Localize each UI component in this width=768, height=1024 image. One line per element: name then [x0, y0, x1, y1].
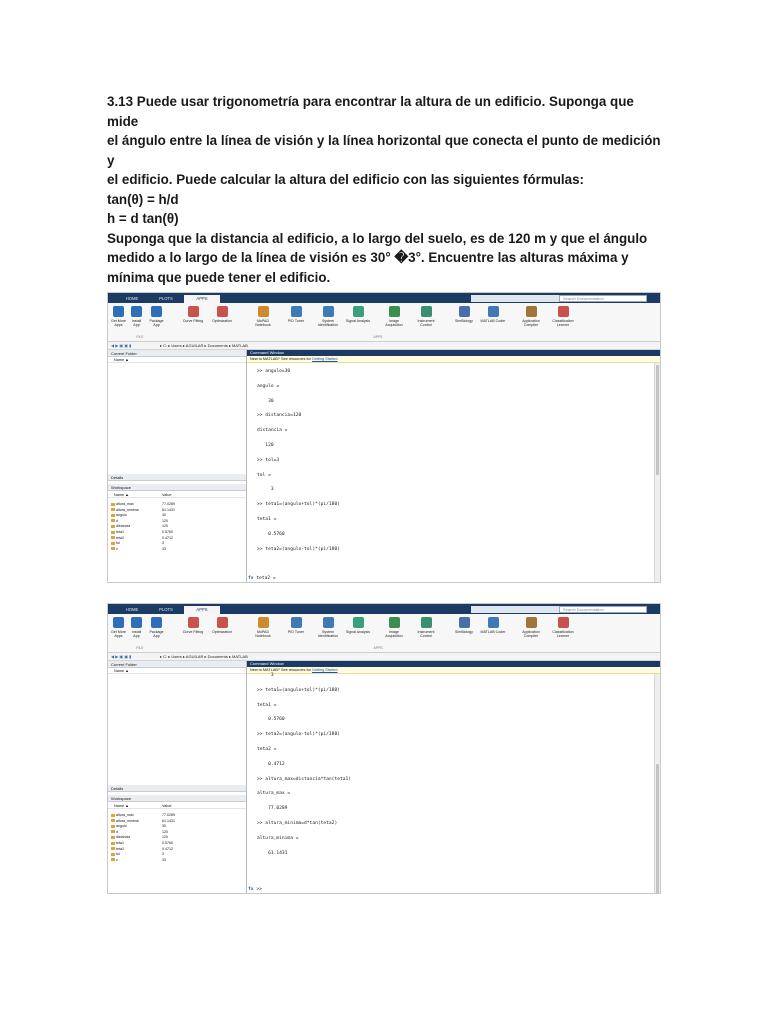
variable-name: altura_minima	[111, 819, 139, 825]
workspace-header: Workspace	[108, 484, 246, 491]
command-line: 0.5760	[257, 717, 285, 723]
problem-line: el edificio. Puede calcular la altura del edificio con las siguientes fórmulas:	[107, 172, 585, 187]
name-column-header[interactable]: Name ▲	[108, 668, 246, 674]
command-window[interactable]	[247, 350, 660, 582]
ribbon-button-label: Get More Apps	[111, 630, 126, 639]
variable-name: d	[111, 830, 118, 836]
matlab-screenshot-1	[107, 292, 661, 583]
variable-name: d	[111, 519, 118, 525]
ribbon-button-label: MuPAD Notebook	[255, 319, 271, 328]
folder-path[interactable]: ▸ C: ▸ Users ▸ AGUILAR ▸ Documents ▸ MATLAB	[160, 654, 248, 659]
problem-line: el ángulo entre la línea de visión y la línea horizontal que conecta el punto de medición y	[107, 133, 661, 168]
name-column-header[interactable]: Name ▲	[108, 357, 246, 363]
prompt-text: >>	[256, 887, 262, 892]
command-line: altura_minima =	[257, 835, 299, 841]
command-line: 3	[257, 673, 274, 678]
curve-fitting-icon	[188, 306, 199, 317]
scroll-thumb[interactable]	[656, 764, 659, 894]
variable-icon	[111, 547, 115, 550]
workspace-table	[108, 502, 246, 552]
command-line: 61.1431	[257, 850, 288, 856]
ribbon-button-label: PID Tuner	[287, 319, 305, 323]
variable-name: tol	[111, 541, 120, 547]
apps-ribbon	[108, 614, 660, 653]
instrument-icon	[421, 306, 432, 317]
command-line: >> teta2=(angulo-tol)*(pi/180)	[257, 732, 340, 738]
workspace-columns	[108, 803, 246, 809]
command-line: tol =	[257, 472, 271, 478]
fx-icon: fx	[248, 576, 254, 581]
ws-value-col[interactable]: Value	[162, 493, 172, 497]
command-line: >> altura_minima=d*tan(teta2)	[257, 820, 338, 826]
image-acq-icon	[389, 617, 400, 628]
command-line: >> teta2=(angulo-tol)*(pi/180)	[257, 546, 340, 552]
ribbon-button[interactable]	[313, 617, 343, 638]
ribbon-button-label: Optimization	[212, 319, 232, 323]
ws-name-col[interactable]: Name ▲	[114, 493, 129, 497]
ribbon-button[interactable]	[478, 306, 508, 323]
variable-name: tol	[111, 852, 120, 858]
variable-name: teta1	[111, 841, 124, 847]
variable-icon	[111, 536, 115, 539]
ribbon-button[interactable]	[516, 617, 546, 638]
ribbon-button[interactable]	[110, 617, 127, 638]
download-icon	[113, 306, 124, 317]
package-icon	[151, 306, 162, 317]
variable-icon	[111, 514, 115, 517]
command-window[interactable]	[247, 661, 660, 893]
tab-apps[interactable]: APPS	[184, 295, 220, 303]
classification-icon	[558, 617, 569, 628]
ribbon-button[interactable]	[110, 306, 127, 327]
variable-name: x	[111, 858, 118, 864]
ribbon-button[interactable]	[148, 306, 165, 327]
workspace-columns	[108, 492, 246, 498]
ribbon-button-label: Classification Learner	[552, 630, 574, 639]
fx-icon: fx	[248, 887, 254, 892]
variable-value: 77.0289	[162, 813, 175, 817]
getting-started-link[interactable]: Getting Started	[311, 668, 338, 672]
variable-icon	[111, 847, 115, 850]
quick-access-toolbar[interactable]	[471, 295, 563, 302]
curve-fitting-icon	[188, 617, 199, 628]
variable-value: 120	[162, 524, 168, 529]
left-panel	[108, 350, 247, 582]
variable-icon	[111, 519, 115, 522]
ribbon-button-label: Curve Fitting	[182, 630, 204, 634]
ribbon-button-label: Instrument Control	[417, 319, 435, 328]
ribbon-button[interactable]	[343, 306, 373, 323]
variable-icon	[111, 814, 115, 817]
details-header[interactable]: Details	[108, 474, 246, 481]
ribbon-button[interactable]	[313, 306, 343, 327]
download-icon	[113, 617, 124, 628]
signal-icon	[353, 617, 364, 628]
ribbon-button-label: Package App	[149, 319, 164, 328]
ribbon-button[interactable]	[178, 306, 208, 323]
search-documentation-input[interactable]: Search Documentation	[559, 295, 647, 302]
ribbon-button[interactable]	[248, 617, 278, 638]
command-window-title: Command Window	[247, 661, 660, 667]
variable-icon	[111, 853, 115, 856]
command-line: altura_max =	[257, 791, 291, 797]
tab-home[interactable]: HOME	[125, 296, 139, 301]
current-folder-header: Current Folder	[108, 661, 246, 668]
toolstrip-tabs	[108, 293, 660, 303]
compiler-icon	[526, 306, 537, 317]
toolstrip-tabs	[108, 604, 660, 614]
install-icon	[131, 617, 142, 628]
ribbon-button-label: Curve Fitting	[182, 319, 204, 323]
variable-icon	[111, 531, 115, 534]
ribbon-button[interactable]	[449, 617, 479, 634]
variable-name: altura_max	[111, 502, 134, 508]
variable-name: altura_max	[111, 813, 134, 819]
problem-line: mínima que puede tener el edificio.	[107, 269, 331, 285]
variable-name: teta1	[111, 530, 124, 536]
ribbon-button[interactable]	[548, 617, 578, 638]
banner-text: New to MATLAB? See resources for	[250, 668, 312, 672]
ribbon-button-label: System Identification	[317, 630, 339, 639]
ribbon-button[interactable]	[178, 617, 208, 634]
command-window-title: Command Window	[247, 350, 660, 356]
problem-line: medido a lo largo de la línea de visión es 30° �3°. Encuentre las alturas máxima y	[107, 250, 629, 265]
ribbon-button[interactable]	[449, 306, 479, 323]
variable-icon	[111, 830, 115, 833]
command-line: distancia =	[257, 428, 288, 434]
command-prompt[interactable]	[248, 887, 262, 892]
scroll-thumb[interactable]	[656, 365, 659, 475]
matlab-screenshot-2	[107, 603, 661, 894]
formula-height: h = d tan(θ)	[107, 211, 179, 226]
ribbon-button[interactable]	[411, 617, 441, 638]
ribbon-button-label: Optimization	[212, 630, 232, 634]
ribbon-button-label: MuPAD Notebook	[255, 630, 271, 639]
command-line: 0.4712	[257, 761, 285, 767]
ws-name-col[interactable]: Name ▲	[114, 804, 129, 808]
variable-value: 0.4712	[162, 846, 173, 851]
install-icon	[131, 306, 142, 317]
nav-arrows-icon[interactable]: ◀ ▶ ▣ ▣ ▮	[111, 343, 132, 348]
ws-value-col[interactable]: Value	[162, 804, 172, 808]
ribbon-button[interactable]	[411, 306, 441, 327]
current-folder-header: Current Folder	[108, 350, 246, 357]
command-scrollbar[interactable]	[654, 674, 660, 893]
variable-value: 0.4712	[162, 535, 173, 540]
command-line: >> distancia=120	[257, 413, 302, 419]
ribbon-button[interactable]	[379, 617, 409, 638]
ribbon-button-label: System Identification	[317, 319, 339, 328]
command-line: >> angulo=30	[257, 369, 291, 374]
command-output	[257, 365, 340, 557]
ribbon-button[interactable]	[343, 617, 373, 634]
ribbon-button[interactable]	[478, 617, 508, 634]
ribbon-button[interactable]	[379, 306, 409, 327]
compiler-icon	[526, 617, 537, 628]
command-line: >> tol=3	[257, 457, 280, 463]
ribbon-button-label: Application Compiler	[522, 630, 540, 639]
variable-icon	[111, 525, 115, 528]
tab-home[interactable]: HOME	[125, 607, 139, 612]
ribbon-section-apps: APPS	[373, 335, 383, 339]
tab-apps[interactable]: APPS	[184, 606, 220, 614]
mupad-icon	[258, 617, 269, 628]
variable-value: 61.1431	[162, 818, 175, 823]
command-line: 3	[257, 487, 274, 493]
command-line: >> teta1=(angulo+tol)*(pi/180)	[257, 502, 340, 508]
banner-text: New to MATLAB? See resources for	[250, 357, 312, 361]
coder-icon	[488, 617, 499, 628]
command-line: 120	[257, 442, 274, 448]
ribbon-section-file: FILE	[136, 646, 144, 650]
simbiology-icon	[459, 617, 470, 628]
ribbon-button[interactable]	[516, 306, 546, 327]
ribbon-button[interactable]	[148, 617, 165, 638]
ribbon-button-label: Get More Apps	[111, 319, 126, 328]
variable-value: 30	[162, 513, 166, 518]
command-scrollbar[interactable]	[654, 363, 660, 582]
package-icon	[151, 617, 162, 628]
variable-value: 120	[162, 518, 168, 523]
search-documentation-input[interactable]: Search Documentation	[559, 606, 647, 613]
details-header[interactable]: Details	[108, 785, 246, 792]
ribbon-section-apps: APPS	[373, 646, 383, 650]
ribbon-button-label: Package App	[149, 630, 164, 639]
quick-access-bar	[471, 606, 656, 613]
variable-value: 3	[162, 852, 164, 857]
variable-icon	[111, 819, 115, 822]
command-line: >> altura_max=distancia*tan(teta1)	[257, 776, 352, 782]
ribbon-button[interactable]	[248, 306, 278, 327]
variable-value: 120	[162, 835, 168, 840]
address-bar	[108, 653, 660, 661]
ribbon-button-label: Classification Learner	[552, 319, 574, 328]
system-id-icon	[323, 617, 334, 628]
ribbon-button-label: Instrument Control	[417, 630, 435, 639]
variable-name: distancia	[111, 524, 130, 530]
command-prompt[interactable]	[248, 576, 276, 581]
problem-line: 3.13 Puede usar trigonometría para encontrar la altura de un edificio. Suponga que mide	[107, 94, 634, 129]
variable-value: 120	[162, 829, 168, 834]
variable-name: x	[111, 547, 118, 553]
ribbon-button-label: MATLAB Coder	[480, 630, 506, 634]
getting-started-link[interactable]: Getting Started	[311, 357, 338, 361]
workspace-header: Workspace	[108, 795, 246, 802]
instrument-icon	[421, 617, 432, 628]
image-acq-icon	[389, 306, 400, 317]
command-line: 77.0289	[257, 806, 288, 812]
variable-value: 61.1431	[162, 507, 175, 512]
apps-ribbon	[108, 303, 660, 342]
optimization-icon	[217, 617, 228, 628]
variable-icon	[111, 542, 115, 545]
workspace-row[interactable]	[108, 858, 246, 864]
ribbon-section-file: FILE	[136, 335, 144, 339]
ribbon-button[interactable]	[548, 306, 578, 327]
variable-name: teta2	[111, 847, 124, 853]
problem-statement	[107, 92, 667, 287]
command-output	[257, 669, 351, 861]
folder-path[interactable]: ▸ C: ▸ Users ▸ AGUILAR ▸ Documents ▸ MATLAB	[160, 343, 248, 348]
variable-name: altura_minima	[111, 508, 139, 514]
command-line: >> teta1=(angulo+tol)*(pi/180)	[257, 687, 340, 693]
classification-icon	[558, 306, 569, 317]
variable-icon	[111, 842, 115, 845]
quick-access-bar	[471, 295, 656, 302]
variable-icon	[111, 503, 115, 506]
pid-tuner-icon	[291, 306, 302, 317]
variable-icon	[111, 825, 115, 828]
variable-value: 77.0289	[162, 502, 175, 506]
tab-plots[interactable]: PLOTS	[159, 607, 173, 612]
variable-icon	[111, 858, 115, 861]
variable-name: distancia	[111, 835, 130, 841]
variable-value: 30	[162, 824, 166, 829]
ribbon-button-label: Image Acquisition	[385, 630, 403, 639]
prompt-text: teta2 =	[256, 576, 276, 581]
ribbon-button[interactable]	[281, 617, 311, 634]
quick-access-toolbar[interactable]	[471, 606, 563, 613]
ribbon-button-label: MATLAB Coder	[480, 319, 506, 323]
ribbon-button-label: Image Acquisition	[385, 319, 403, 328]
ribbon-button[interactable]	[207, 306, 237, 323]
workspace-row[interactable]	[108, 547, 246, 553]
left-panel	[108, 661, 247, 893]
nav-arrows-icon[interactable]: ◀ ▶ ▣ ▣ ▮	[111, 654, 132, 659]
optimization-icon	[217, 306, 228, 317]
ribbon-button[interactable]	[128, 617, 145, 638]
ribbon-button[interactable]	[128, 306, 145, 327]
address-bar	[108, 342, 660, 350]
variable-value: 3	[162, 541, 164, 546]
command-line: teta2 =	[257, 746, 277, 752]
ribbon-button[interactable]	[281, 306, 311, 323]
command-line: teta1 =	[257, 702, 277, 708]
variable-name: teta2	[111, 536, 124, 542]
command-line: 0.5760	[257, 531, 285, 537]
coder-icon	[488, 306, 499, 317]
simbiology-icon	[459, 306, 470, 317]
variable-value: 0.5760	[162, 840, 173, 845]
command-line: 30	[257, 398, 274, 404]
tab-plots[interactable]: PLOTS	[159, 296, 173, 301]
pid-tuner-icon	[291, 617, 302, 628]
command-line: angulo =	[257, 383, 280, 389]
ribbon-button-label: Install App	[131, 319, 142, 328]
ribbon-button-label: Application Compiler	[522, 319, 540, 328]
getting-started-banner	[247, 356, 660, 363]
variable-name: angulo	[111, 513, 127, 519]
ribbon-button-label: Signal Analysis	[345, 630, 371, 634]
mupad-icon	[258, 306, 269, 317]
variable-value: 33	[162, 857, 166, 862]
system-id-icon	[323, 306, 334, 317]
ribbon-button-label: Install App	[131, 630, 142, 639]
variable-name: angulo	[111, 824, 127, 830]
workspace-table	[108, 813, 246, 863]
command-line: teta1 =	[257, 516, 277, 522]
variable-value: 33	[162, 546, 166, 551]
variable-value: 0.5760	[162, 529, 173, 534]
ribbon-button-label: PID Tuner	[287, 630, 305, 634]
ribbon-button-label: SimBiology	[455, 319, 473, 323]
variable-icon	[111, 508, 115, 511]
signal-icon	[353, 306, 364, 317]
ribbon-button[interactable]	[207, 617, 237, 634]
formula-tan: tan(θ) = h/d	[107, 191, 179, 207]
problem-line: Suponga que la distancia al edificio, a lo largo del suelo, es de 120 m y que el ángulo	[107, 230, 648, 246]
ribbon-button-label: Signal Analysis	[345, 319, 371, 323]
ribbon-button-label: SimBiology	[455, 630, 473, 634]
variable-icon	[111, 836, 115, 839]
